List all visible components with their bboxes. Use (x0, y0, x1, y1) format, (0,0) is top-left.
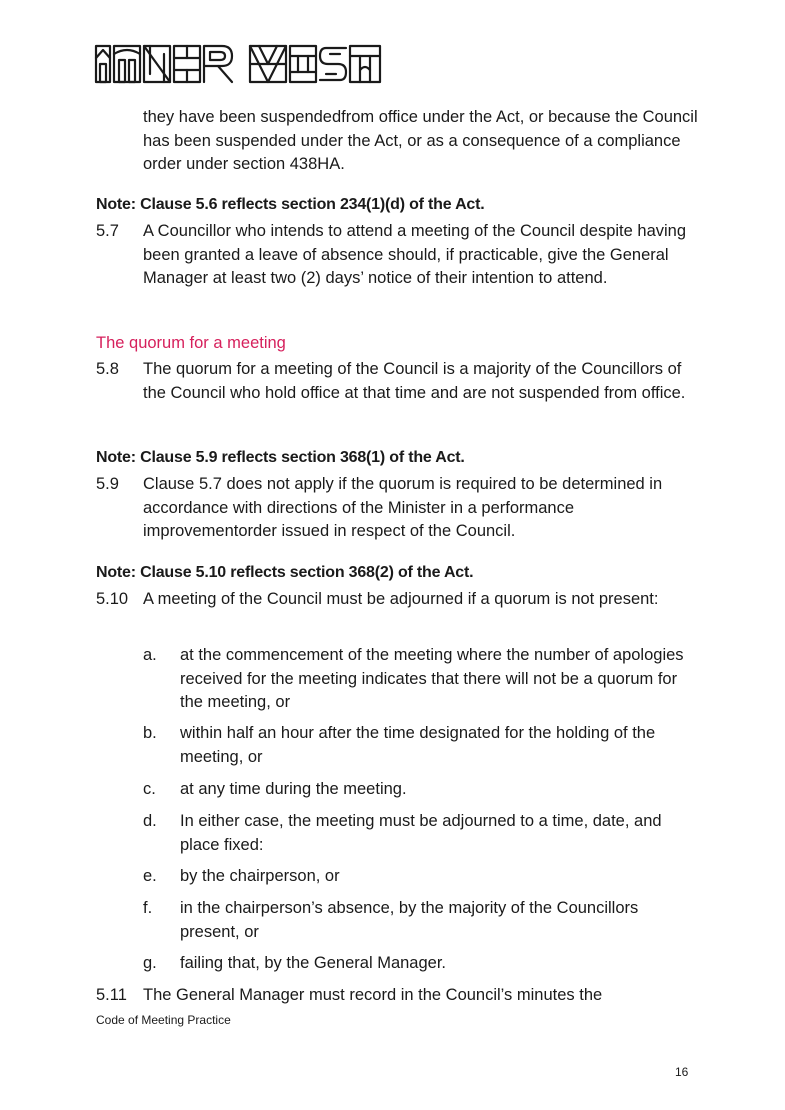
continuation-paragraph: they have been suspendedfrom office under the Act, or because the Council has been suspended under the Act, or as a consequence of a compliance order under section 438HA. (143, 108, 698, 173)
clause-number-5-10: 5.10 (96, 590, 129, 608)
note-clause-5-9: Note: Clause 5.9 reflects section 368(1) of the Act. (96, 449, 465, 466)
list-item-letter: b. (143, 724, 157, 742)
clause-number-5-8: 5.8 (96, 360, 119, 378)
clause-text-5-8: The quorum for a meeting of the Council is a majority of the Councillors of the Council who hold office at that time and are not suspended from office. (143, 360, 686, 402)
list-item-letter: c. (143, 780, 156, 798)
page-number: 16 (675, 1065, 689, 1079)
clause-number-5-11: 5.11 (96, 986, 127, 1004)
list-item-letter: a. (143, 646, 157, 664)
clause-text-5-11: The General Manager must record in the Council’s minutes the (143, 986, 603, 1004)
list-item-text: at the commencement of the meeting where the number of apologies received for the meeting indicates that there will not be a quorum for the meeting, or (180, 646, 684, 711)
note-clause-5-10: Note: Clause 5.10 reflects section 368(2) of the Act. (96, 564, 474, 581)
section-heading-quorum: The quorum for a meeting (96, 334, 286, 352)
clause-number-5-7: 5.7 (96, 222, 119, 240)
list-item-text: failing that, by the General Manager. (180, 954, 446, 972)
list-item-letter: f. (143, 899, 153, 917)
clause-text-5-10: A meeting of the Council must be adjourned if a quorum is not present: (143, 590, 659, 608)
inner-west-logo (94, 44, 394, 84)
list-item-text: In either case, the meeting must be adjourned to a time, date, and place fixed: (180, 812, 662, 854)
list-item-letter: e. (143, 867, 157, 885)
note-clause-5-6: Note: Clause 5.6 reflects section 234(1)(d) of the Act. (96, 196, 485, 213)
list-item-text: at any time during the meeting. (180, 780, 407, 798)
clause-text-5-9: Clause 5.7 does not apply if the quorum is required to be determined in accordance with directions of the Minister in a performance improvementorder issued in respect of the Council. (143, 475, 663, 540)
list-item-text: by the chairperson, or (180, 867, 340, 885)
footer-document-title: Code of Meeting Practice (96, 1013, 231, 1027)
list-item-text: in the chairperson’s absence, by the majority of the Councillors present, or (180, 899, 639, 941)
clause-number-5-9: 5.9 (96, 475, 119, 493)
list-item-text: within half an hour after the time designated for the holding of the meeting, or (180, 724, 656, 766)
list-item-letter: g. (143, 954, 157, 972)
clause-text-5-7: A Councillor who intends to attend a meeting of the Council despite having been granted a leave of absence should, if practicable, give the General Manager at least two (2) days’ notice of their intention to attend. (143, 222, 687, 287)
list-item-letter: d. (143, 812, 157, 830)
